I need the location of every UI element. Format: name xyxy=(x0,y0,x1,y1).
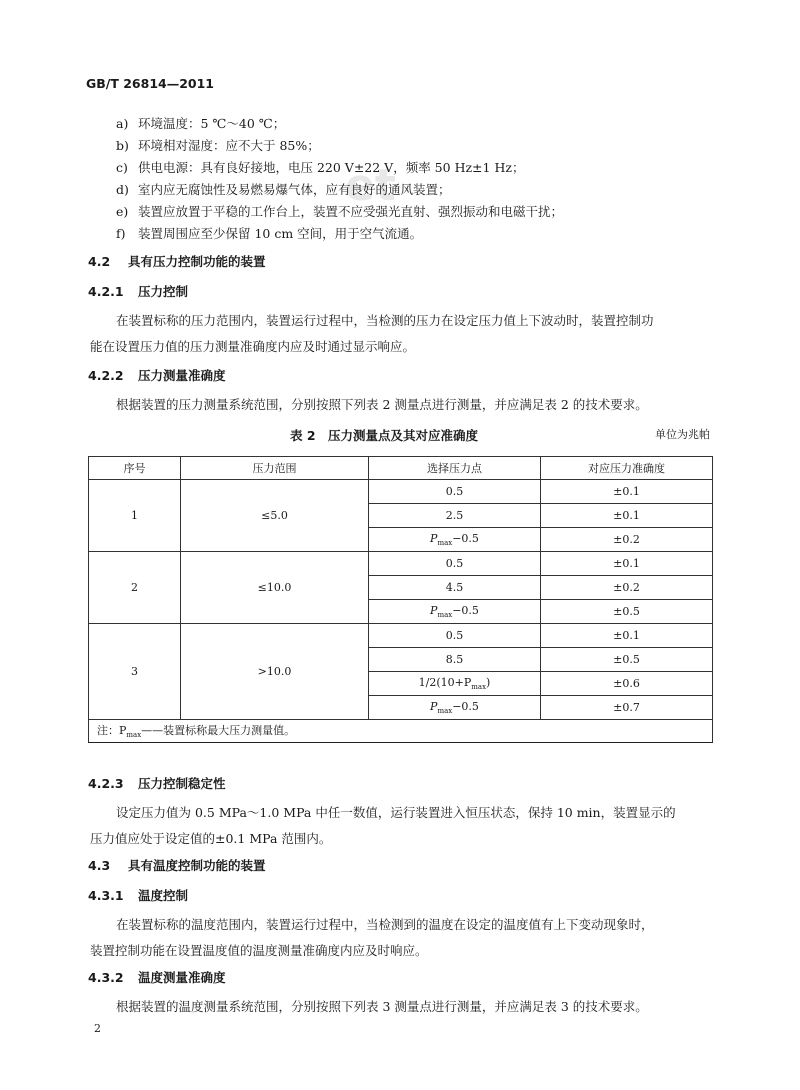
section-heading xyxy=(88,282,188,300)
list-item xyxy=(116,180,451,198)
note-text: ——装置标称最大压力测量值。 xyxy=(141,724,296,738)
section-title: 压力控制稳定性 xyxy=(138,776,226,791)
list-text: 环境温度：5 ℃～40 ℃； xyxy=(138,116,286,131)
note-text: 注：P xyxy=(97,724,127,738)
list-text: 室内应无腐蚀性及易燃易爆气体，应有良好的通风装置； xyxy=(138,182,451,197)
point-cell: 8.5 xyxy=(369,648,541,672)
point-text: −0.5 xyxy=(452,699,479,713)
table-title: 表 2 压力测量点及其对应准确度 xyxy=(290,428,479,443)
table-unit: 单位为兆帕 xyxy=(655,428,710,441)
section-heading xyxy=(88,886,188,904)
point-text: ) xyxy=(486,675,491,689)
pressure-accuracy-table xyxy=(88,456,713,743)
section-heading xyxy=(88,366,226,384)
list-item xyxy=(116,158,524,176)
list-text: 环境相对湿度：应不大于 85%； xyxy=(138,138,320,153)
accuracy-cell: ±0.5 xyxy=(541,648,713,672)
table-row xyxy=(89,624,713,648)
list-item xyxy=(116,136,320,154)
paragraph-line: 根据装置的温度测量系统范围，分别按照下列表 3 测量点进行测量，并应满足表 3 的技术要求。 xyxy=(116,999,648,1014)
point-text: P xyxy=(430,531,438,545)
section-title: 压力测量准确度 xyxy=(138,368,226,383)
section-title: 压力控制 xyxy=(138,284,189,299)
accuracy-cell: ±0.2 xyxy=(541,528,713,552)
standard-number: GB/T 26814—2011 xyxy=(86,76,215,91)
list-text: 装置应放置于平稳的工作台上，装置不应受强光直射、强烈振动和电磁干扰； xyxy=(138,204,564,219)
paragraph xyxy=(90,392,710,418)
paragraph xyxy=(90,308,710,360)
paragraph-line: 在装置标称的压力范围内，装置运行过程中，当检测的压力在设定压力值上下波动时，装置控制功 xyxy=(116,313,654,328)
section-heading xyxy=(88,774,226,792)
paragraph xyxy=(90,800,710,852)
watermark: et xyxy=(345,160,396,211)
paragraph-line: 装置控制功能在设置温度值的温度测量准确度内应及时响应。 xyxy=(90,943,428,958)
list-text: 装置周围应至少保留 10 cm 空间，用于空气流通。 xyxy=(138,226,423,241)
subscript: max xyxy=(437,539,453,548)
point-cell xyxy=(369,600,541,624)
paragraph xyxy=(90,994,710,1020)
list-item xyxy=(116,114,285,132)
paragraph-line: 压力值应处于设定值的±0.1 MPa 范围内。 xyxy=(90,831,332,846)
section-number: 4.3 xyxy=(88,858,111,873)
range-cell: ≤5.0 xyxy=(181,480,369,552)
list-marker: b) xyxy=(116,138,129,153)
section-heading xyxy=(88,968,226,986)
row-number-cell: 3 xyxy=(89,624,181,720)
accuracy-cell: ±0.5 xyxy=(541,600,713,624)
list-marker: e) xyxy=(116,204,129,219)
list-marker: c) xyxy=(116,160,128,175)
point-cell xyxy=(369,696,541,720)
subscript: max xyxy=(437,611,453,620)
paragraph-line: 设定压力值为 0.5 MPa～1.0 MPa 中任一数值，运行装置进入恒压状态，保持 10 min，装置显示的 xyxy=(116,805,676,820)
list-marker: f) xyxy=(116,226,126,241)
section-heading xyxy=(88,856,266,874)
accuracy-cell: ±0.1 xyxy=(541,504,713,528)
section-number: 4.2.1 xyxy=(88,284,124,299)
point-cell: 0.5 xyxy=(369,480,541,504)
table-row xyxy=(89,552,713,576)
section-number: 4.2 xyxy=(88,254,111,269)
point-cell: 2.5 xyxy=(369,504,541,528)
list-text: 供电电源：具有良好接地，电压 220 V±22 V，频率 50 Hz±1 Hz； xyxy=(138,160,525,175)
table-note xyxy=(89,720,713,743)
section-number: 4.3.1 xyxy=(88,888,124,903)
list-item xyxy=(116,224,422,242)
page-number: 2 xyxy=(94,1022,101,1035)
accuracy-cell: ±0.1 xyxy=(541,624,713,648)
point-cell xyxy=(369,528,541,552)
subscript: max xyxy=(126,731,142,740)
section-title: 具有温度控制功能的装置 xyxy=(128,858,266,873)
accuracy-cell: ±0.7 xyxy=(541,696,713,720)
paragraph-line: 在装置标称的温度范围内，装置运行过程中，当检测到的温度在设定的温度值有上下变动现象时， xyxy=(116,917,654,932)
point-text: 1/2(10+P xyxy=(418,675,472,689)
section-number: 4.3.2 xyxy=(88,970,124,985)
point-text: P xyxy=(430,603,438,617)
accuracy-cell: ±0.2 xyxy=(541,576,713,600)
list-item xyxy=(116,202,563,220)
subscript: max xyxy=(437,707,453,716)
accuracy-cell: ±0.1 xyxy=(541,552,713,576)
table-header-row xyxy=(89,457,713,480)
accuracy-cell: ±0.1 xyxy=(541,480,713,504)
subscript: max xyxy=(471,683,487,692)
point-cell: 0.5 xyxy=(369,624,541,648)
table-note-row xyxy=(89,720,713,743)
range-cell: >10.0 xyxy=(181,624,369,720)
list-marker: a) xyxy=(116,116,129,131)
column-header: 序号 xyxy=(89,457,181,480)
list-marker: d) xyxy=(116,182,129,197)
accuracy-cell: ±0.6 xyxy=(541,672,713,696)
column-header: 对应压力准确度 xyxy=(541,457,713,480)
paragraph xyxy=(90,912,710,964)
paragraph-line: 能在设置压力值的压力测量准确度内应及时通过显示响应。 xyxy=(90,339,416,354)
column-header: 选择压力点 xyxy=(369,457,541,480)
point-cell xyxy=(369,672,541,696)
section-title: 具有压力控制功能的装置 xyxy=(128,254,266,269)
column-header: 压力范围 xyxy=(181,457,369,480)
point-text: −0.5 xyxy=(452,603,479,617)
row-number-cell: 2 xyxy=(89,552,181,624)
section-number: 4.2.3 xyxy=(88,776,124,791)
point-cell: 4.5 xyxy=(369,576,541,600)
row-number-cell: 1 xyxy=(89,480,181,552)
section-heading xyxy=(88,252,266,270)
table-row xyxy=(89,480,713,504)
section-title: 温度控制 xyxy=(138,888,189,903)
section-title: 温度测量准确度 xyxy=(138,970,226,985)
section-number: 4.2.2 xyxy=(88,368,124,383)
point-text: P xyxy=(430,699,438,713)
paragraph-line: 根据装置的压力测量系统范围，分别按照下列表 2 测量点进行测量，并应满足表 2 的技术要求。 xyxy=(116,397,648,412)
point-text: −0.5 xyxy=(452,531,479,545)
point-cell: 0.5 xyxy=(369,552,541,576)
range-cell: ≤10.0 xyxy=(181,552,369,624)
